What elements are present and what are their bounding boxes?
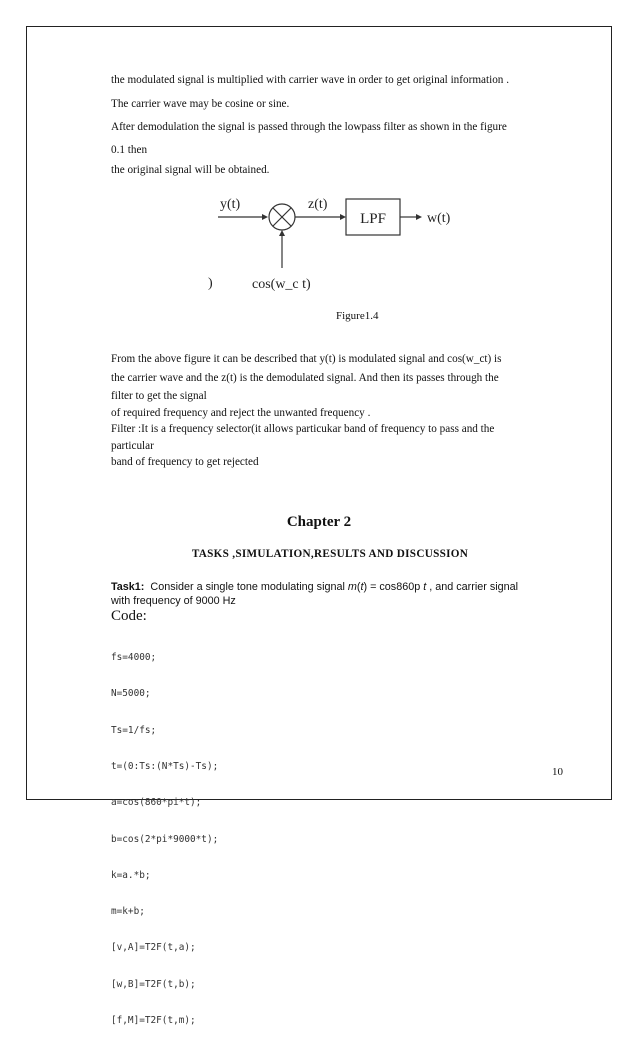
intro-line-5: the original signal will be obtained. [111,164,270,176]
task-text-end: , and carrier signal [426,581,519,593]
task-label: Task1: [111,581,145,593]
diagram-carrier-arrowhead [279,230,285,236]
task-text-start: Consider a single tone modulating signal [144,581,348,593]
diagram-output-label: w(t) [427,211,451,226]
diagram-input-arrowhead [262,214,268,220]
code-heading: Code: [111,608,147,624]
code-line: [v,A]=T2F(t,a); [111,942,196,954]
description-line-6: particular [111,440,154,452]
chapter-subtitle: TASKS ,SIMULATION,RESULTS AND DISCUSSION [191,548,469,560]
code-line: b=cos(2*pi*9000*t); [111,833,219,845]
code-line: N=5000; [111,688,151,700]
diagram-carrier-label: cos(w_c t) [252,277,311,292]
intro-line-3: After demodulation the signal is passed through the lowpass filter as shown in the figure [111,121,507,133]
task-text-mid: ) = cos860p [363,581,424,593]
diagram-lpf-label: LPF [360,211,386,227]
diagram-output-arrowhead [416,214,422,220]
diagram-input-label: y(t) [220,197,241,212]
intro-line-4: 0.1 then [111,144,148,156]
task-line-2: with frequency of 9000 Hz [111,595,236,607]
diagram-mid-label: z(t) [308,197,328,212]
description-line-5: Filter :It is a frequency selector(it allows particukar band of frequency to pass and the [111,423,495,435]
code-line: [w,B]=T2F(t,b); [111,978,196,990]
intro-line-1: the modulated signal is multiplied with carrier wave in order to get original information . [111,74,509,86]
demodulator-block-diagram [200,186,500,296]
task-line-1 [111,580,518,594]
description-line-1: From the above figure it can be described that y(t) is modulated signal and cos(w_ct) is [111,353,502,365]
task-t-symbol: t [360,581,364,593]
description-line-2: the carrier wave and the z(t) is the demodulated signal. And then its passes through the [111,372,499,384]
code-line: Ts=1/fs; [111,724,157,736]
code-block [111,628,218,1039]
code-line: a=cos(860*pi*t); [111,797,202,809]
description-line-3: filter to get the signal [111,390,207,402]
code-line: fs=4000; [111,652,157,664]
description-line-7: band of frequency to get rejected [111,456,259,468]
code-line: k=a.*b; [111,869,151,881]
diagram-mid-arrowhead [340,214,346,220]
description-line-4: of required frequency and reject the unwanted frequency . [111,407,371,419]
task-m-symbol: m [347,581,357,593]
task-open-paren: ( [356,581,361,593]
page-number: 10 [552,766,563,778]
diagram-stray-mark: ) [208,276,213,291]
code-line: [f,M]=T2F(t,m); [111,1015,196,1026]
chapter-title: Chapter 2 [286,514,352,530]
intro-line-2: The carrier wave may be cosine or sine. [111,98,290,110]
task-description [111,580,518,608]
code-line: t=(0:Ts:(N*Ts)-Ts); [111,761,219,773]
figure-caption: Figure1.4 [336,310,379,322]
task-t-symbol-2: t [423,581,427,593]
code-line: m=k+b; [111,906,145,918]
